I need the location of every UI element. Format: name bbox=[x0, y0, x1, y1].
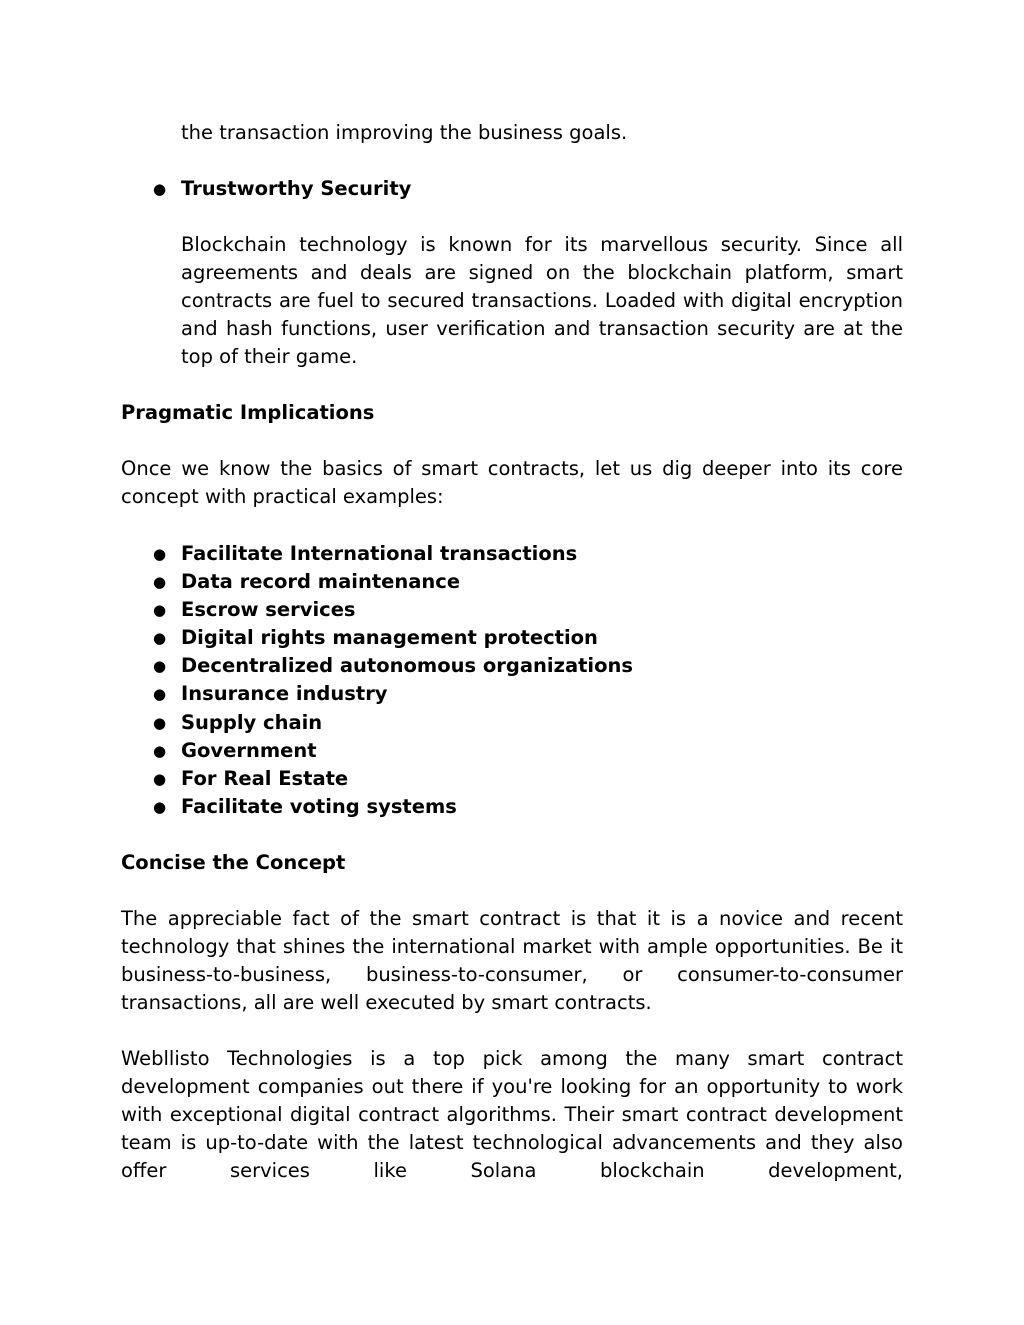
list-item: ● Facilitate voting systems bbox=[181, 793, 633, 821]
bullet-icon: ● bbox=[153, 657, 167, 676]
list-item: ● Supply chain bbox=[181, 709, 633, 737]
pragmatic-bullet-list bbox=[153, 540, 633, 821]
bullet-icon: ● bbox=[153, 797, 167, 816]
list-item: ● Insurance industry bbox=[181, 680, 633, 708]
concise-paragraph-1: The appreciable fact of the smart contract is that it is a novice and recent technology that shines the international market with ample opportunities. Be it business-to-business, business-to-consumer, or consumer-to-consumer transactions, all are well executed by smart contracts. bbox=[121, 907, 903, 1014]
list-item: ● For Real Estate bbox=[181, 765, 633, 793]
bullet-icon: ● bbox=[153, 180, 167, 198]
list-item bbox=[153, 175, 412, 203]
list-item: ● Government bbox=[181, 737, 633, 765]
concise-paragraph-2: Webllisto Technologies is a top pick among the many smart contract development companies out there if you're looking for an opportunity to work with exceptional digital contract algorithms. Their smart contract development team is up-to-date with the latest technological advancements and they also offer services like Solana blockchain development, bbox=[121, 1047, 903, 1182]
list-item: ● Digital rights management protection bbox=[181, 624, 633, 652]
pragmatic-intro: Once we know the basics of smart contracts, let us dig deeper into its core concept with practical examples: bbox=[121, 457, 903, 508]
list-item: ● Decentralized autonomous organizations bbox=[181, 652, 633, 680]
bullet-icon: ● bbox=[153, 573, 167, 592]
list-item: ● Escrow services bbox=[181, 596, 633, 624]
pragmatic-heading: Pragmatic Implications bbox=[121, 401, 375, 424]
bullet-icon: ● bbox=[153, 741, 167, 760]
bullet-icon: ● bbox=[153, 601, 167, 620]
intro-continuation-text: the transaction improving the business goals. bbox=[181, 121, 628, 144]
bullet-icon: ● bbox=[153, 545, 167, 563]
bullet-icon: ● bbox=[153, 685, 167, 704]
list-item: ● Data record maintenance bbox=[181, 568, 633, 596]
bullet-icon: ● bbox=[153, 629, 167, 648]
concise-heading: Concise the Concept bbox=[121, 851, 346, 874]
trustworthy-body: Blockchain technology is known for its marvellous security. Since all agreements and deals are signed on the blockchain platform, smart contracts are fuel to secured transactions. Loaded with digital encryption and hash functions, user verification and transaction security are at the top of their game. bbox=[181, 233, 903, 368]
trustworthy-heading: Trustworthy Security bbox=[181, 177, 412, 200]
bullet-icon: ● bbox=[153, 713, 167, 732]
bullet-icon: ● bbox=[153, 769, 167, 788]
trustworthy-bullet-list bbox=[153, 175, 412, 203]
list-item: ● Facilitate International transactions bbox=[181, 540, 633, 568]
